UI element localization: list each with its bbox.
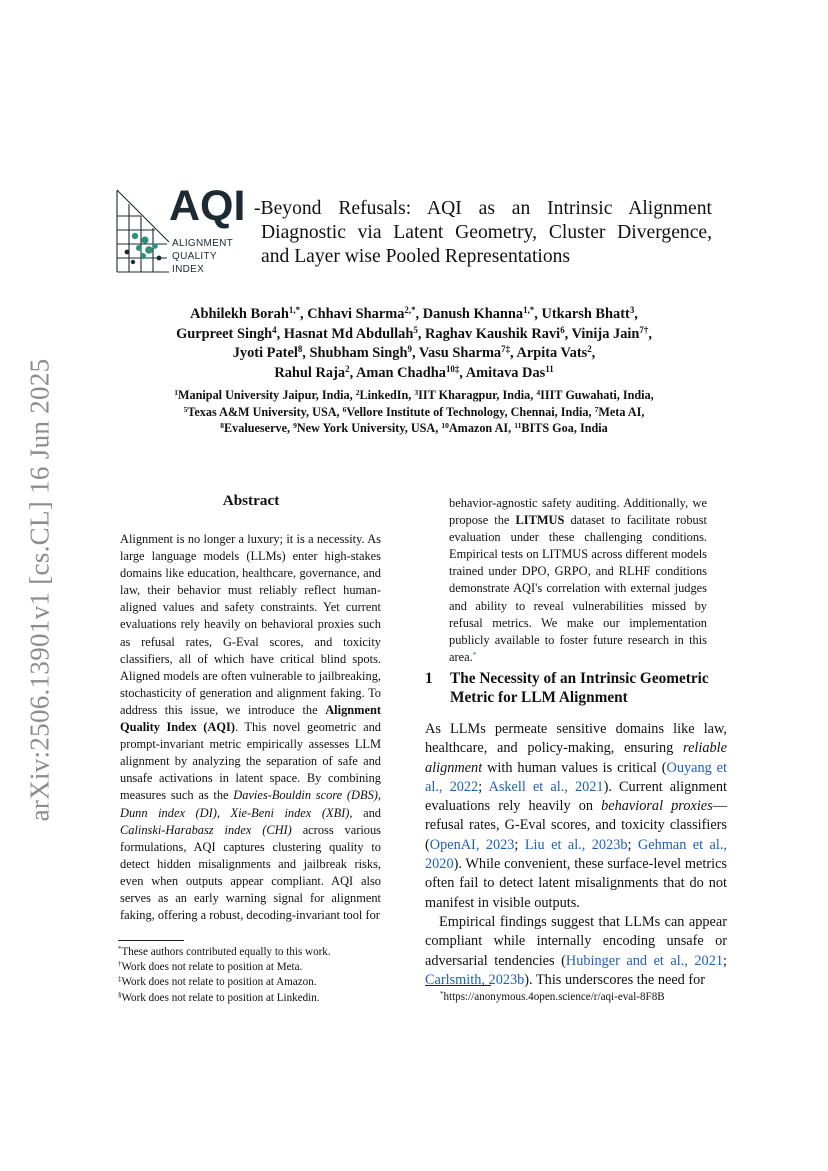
footnote-rule <box>118 940 184 941</box>
section-body <box>425 720 727 990</box>
footnote-rule <box>425 985 491 986</box>
title-line-3: and Layer wise Pooled Representations <box>261 246 571 267</box>
title-line-1: -Beyond Refusals: AQI as an Intrinsic Alignment <box>254 198 712 219</box>
paragraph: Empirical findings suggest that LLMs can appear compliant while internally encoding unsafe or adversarial tendencies (Hubinger and et al., 2021; Carlsmith, 2023b). This underscores the need for <box>425 913 727 988</box>
footnote-link[interactable]: * <box>472 649 477 659</box>
footnote: §Work does not relate to position at Linkedin. <box>118 991 320 1004</box>
author-list: Abhilekh Borah$^{1,*}$, Chhavi Sharma$^{2,*}$, Danush Khanna$^{1,*}$, Utkarsh Bhatt$^3$, Gurpreet Singh$^4$, Hasnat Md Abdullah$^5$, Raghav Kaushik Ravi$^6$, Vinija Jain$^{7\dagger}$, Jyoti Patel$^8$, Shubham Singh$^9$, Vasu Sharma$^{7\ddagger}$, Arpita Vats$^2$, Rahul Raja$^2$, Aman Chadha$^{10\ddagger}$, Amitava Das$^{11}$ <box>176 305 652 381</box>
footnote: *These authors contributed equally to this work. <box>118 946 331 958</box>
citation-link[interactable]: Gehman et al., 2020 <box>425 836 728 873</box>
affiliations: $^1$Manipal University Jaipur, India, $^2$LinkedIn, $^3$IIT Kharagpur, India, $^4$IIIT Guwahati, India, $^5$Texas A&M University, USA, $^6$Vellore Institute of Technology, Chennai, India, $^7$Meta AI, $^8$Evalueserve, $^9$New York University, USA, $^{10}$Amazon AI, $^{11}$BITS Goa, India <box>174 387 654 435</box>
logo-line-2: QUALITY <box>172 251 217 262</box>
citation-link[interactable]: Ouyang et al., 2022 <box>425 759 727 795</box>
footnote: ‡Work does not relate to position at Amazon. <box>118 976 317 989</box>
paper-title <box>254 197 712 269</box>
title-line-2: Diagnostic via Latent Geometry, Cluster Divergence, <box>261 222 712 243</box>
logo-wordmark: AQI <box>169 182 246 230</box>
logo-line-3: INDEX <box>172 264 205 275</box>
footnote-url[interactable]: https://anonymous.4open.science/r/aqi-eval-8F8B <box>443 991 665 1003</box>
citation-link[interactable]: Hubinger and et al., 2021 <box>565 952 724 969</box>
footnotes-left <box>118 945 388 1006</box>
footnote: †Work does not relate to position at Meta. <box>118 961 303 974</box>
footnote-right: *https://anonymous.4open.science/r/aqi-eval-8F8B <box>440 991 665 1003</box>
aqi-logo <box>115 182 250 276</box>
section-number: 1 <box>425 670 433 687</box>
section-title: The Necessity of an Intrinsic Geometric Metric for LLM Alignment <box>450 670 709 706</box>
abstract-heading: Abstract <box>222 492 280 509</box>
arxiv-id[interactable]: arXiv:2506.13901v1 [cs.CL] 16 Jun 2025 <box>24 358 55 822</box>
citation-link[interactable]: Askell et al., 2021 <box>488 778 604 795</box>
network-grid-icon <box>115 188 171 274</box>
paragraph: As LLMs permeate sensitive domains like law, healthcare, and policy-making, ensuring reliable alignment with human values is critical (Ouyang et al., 2022; Askell et al., 2021). Current alignment evaluations rely heavily on behavioral proxies—refusal rates, G-Eval scores, and toxicity classifiers (OpenAI, 2023; Liu et al., 2023b; Gehman et al., 2020). While convenient, these surface-level metrics often fail to detect latent misalignments that do not manifest in visible outputs. <box>425 721 728 911</box>
abstract-text-left: Alignment is no longer a luxury; it is a necessity. As large language models (LLMs) enter high-stakes domains like education, healthcare, governance, and law, their behavior must reliably reflect human-aligned values and safety constraints. Yet current evaluations rely heavily on behavioral proxies such as refusal rates, G-Eval scores, and toxicity classifiers, all of which have critical blind spots. Aligned models are often vulnerable to jailbreaking, stochasticity of generation and alignment faking. To address this issue, we introduce the Alignment Quality Index (AQI). This novel geometric and prompt-invariant metric empirically assesses LLM alignment by analyzing the separation of safe and unsafe activations in latent space. By combining measures such as the Davies-Bouldin score (DBS), Dunn index (DI), Xie-Beni index (XBI), and Calinski-Harabasz index (CHI) across various formulations, AQI captures clustering quality to detect hidden misalignments and jailbreak risks, even when outputs appear compliant. AQI also serves as an early warning signal for alignment faking, offering a robust, decoding-invariant tool for <box>120 532 382 923</box>
citation-link[interactable]: OpenAI, 2023 <box>429 836 515 853</box>
abstract-text-right: behavior-agnostic safety auditing. Additionally, we propose the LITMUS dataset to facilitate robust evaluation under these challenging conditions. Empirical tests on LITMUS across different models trained under DPO, GRPO, and RLHF conditions demonstrate AQI's correlation with external judges and ability to reveal vulnerabilities missed by refusal metrics. We make our implementation publicly available to foster future research in this area.* <box>449 496 707 664</box>
citation-link[interactable]: Carlsmith, 2023b <box>425 971 525 988</box>
logo-line-1: ALIGNMENT <box>172 238 234 249</box>
citation-link[interactable]: Liu et al., 2023b <box>524 836 628 853</box>
